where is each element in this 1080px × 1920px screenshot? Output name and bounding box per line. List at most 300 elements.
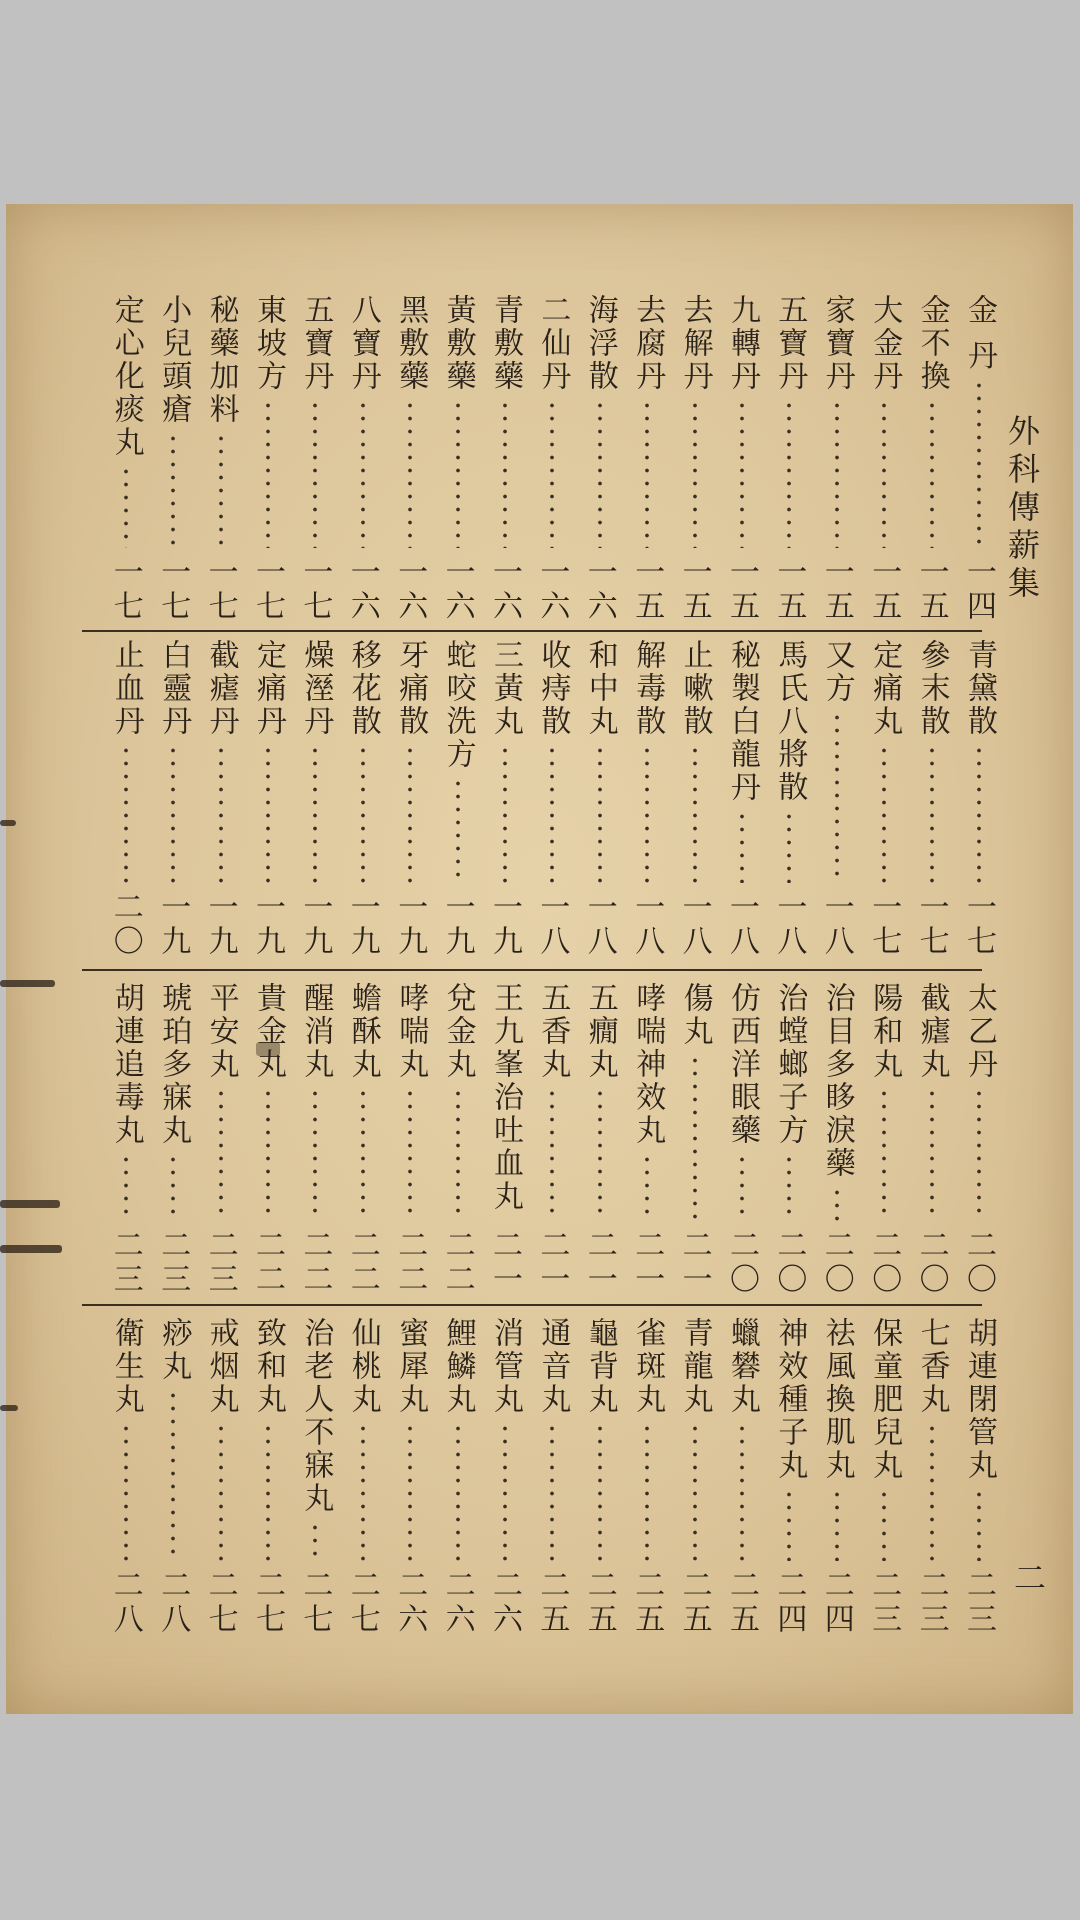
entry-page-number: 二〇 xyxy=(771,1229,807,1297)
toc-entry xyxy=(911,294,955,624)
dot-leader xyxy=(786,810,792,883)
entry-name: 戒烟丸 xyxy=(203,1317,239,1416)
dot-leader xyxy=(549,1087,555,1221)
entry-page-number: 二二 xyxy=(344,1229,380,1297)
dot-leader xyxy=(644,1422,650,1561)
toc-entry xyxy=(200,1317,244,1637)
dot-leader xyxy=(692,1054,698,1221)
entry-name: 二仙丹 xyxy=(535,294,571,393)
entry-name: 五寶丹 xyxy=(772,294,808,393)
toc-entry xyxy=(152,294,196,624)
entry-page-number: 一八 xyxy=(818,891,854,959)
toc-entry xyxy=(579,639,623,959)
book-page xyxy=(6,204,1073,1714)
toc-entry xyxy=(958,294,1002,624)
entry-name: 消管丸 xyxy=(488,1317,523,1416)
entry-page-number: 一五 xyxy=(629,556,665,624)
toc-entry xyxy=(958,982,1002,1297)
entry-page-number: 二七 xyxy=(297,1569,333,1637)
entry-name: 九轉丹 xyxy=(725,294,760,393)
entry-page-number: 二三 xyxy=(202,1229,238,1297)
entry-name: 王九峯治吐血丸 xyxy=(488,982,523,1213)
entry-page-number: 一九 xyxy=(202,891,238,959)
entry-name: 傷丸 xyxy=(677,982,713,1048)
toc-entry xyxy=(958,1317,1002,1637)
toc-entry xyxy=(247,982,291,1297)
entry-name: 海浮散 xyxy=(582,294,618,393)
entry-page-number: 一八 xyxy=(629,891,665,959)
entry-page-number: 一六 xyxy=(487,556,522,624)
tier-separator xyxy=(82,1304,982,1306)
entry-name: 仙桃丸 xyxy=(345,1317,381,1416)
toc-entry xyxy=(200,982,244,1297)
dot-leader xyxy=(502,1422,508,1561)
dot-leader xyxy=(123,1153,129,1221)
entry-page-number: 二〇 xyxy=(107,891,143,959)
toc-entry xyxy=(816,639,860,959)
toc-entry xyxy=(247,294,291,624)
entry-name: 青黛散 xyxy=(962,639,997,738)
entry-name: 太乙丹 xyxy=(962,982,997,1081)
dot-leader xyxy=(549,744,555,883)
dot-leader xyxy=(929,399,935,548)
dot-leader xyxy=(549,1422,555,1561)
toc-entry xyxy=(437,639,481,959)
entry-page-number: 二二 xyxy=(250,1229,285,1297)
dot-leader xyxy=(407,1422,413,1561)
toc-entry xyxy=(579,294,623,624)
entry-name: 去解丹 xyxy=(677,294,713,393)
dot-leader xyxy=(739,1422,745,1561)
entry-name: 祛風換肌丸 xyxy=(819,1317,855,1482)
entry-page-number: 一五 xyxy=(818,556,854,624)
toc-entry xyxy=(437,294,481,624)
dot-leader xyxy=(123,465,129,548)
entry-name: 白靈丹 xyxy=(156,639,192,738)
entry-page-number: 二一 xyxy=(676,1229,712,1297)
entry-page-number: 二六 xyxy=(392,1569,428,1637)
dot-leader xyxy=(312,399,318,548)
entry-page-number: 二一 xyxy=(629,1229,665,1297)
toc-entry xyxy=(105,982,149,1297)
entry-page-number: 一五 xyxy=(724,556,759,624)
dot-leader xyxy=(786,399,792,548)
dot-leader xyxy=(502,1219,508,1221)
toc-entry xyxy=(105,1317,149,1637)
entry-page-number: 二三 xyxy=(866,1569,902,1637)
dot-leader xyxy=(692,399,698,548)
dot-leader xyxy=(360,1087,366,1221)
toc-entry xyxy=(342,639,386,959)
entry-name: 治老人不寐丸 xyxy=(298,1317,334,1515)
entry-page-number: 二八 xyxy=(155,1569,191,1637)
entry-page-number: 二一 xyxy=(487,1229,522,1297)
toc-entry xyxy=(674,1317,718,1637)
dot-leader xyxy=(407,399,413,548)
edge-mark xyxy=(0,1245,62,1253)
entry-name: 止嗽散 xyxy=(677,639,713,738)
entry-page-number: 一九 xyxy=(155,891,191,959)
dot-leader xyxy=(170,1153,176,1221)
dot-leader xyxy=(265,399,271,548)
entry-page-number: 二四 xyxy=(818,1569,854,1637)
dot-leader xyxy=(502,744,508,883)
dot-leader xyxy=(455,399,461,548)
toc-entry xyxy=(437,982,481,1297)
entry-page-number: 一七 xyxy=(202,556,238,624)
dot-leader xyxy=(407,744,413,883)
entry-page-number: 一六 xyxy=(439,556,475,624)
entry-page-number: 一八 xyxy=(534,891,570,959)
entry-page-number: 一九 xyxy=(344,891,380,959)
entry-page-number: 一八 xyxy=(676,891,712,959)
dot-leader xyxy=(644,1153,650,1221)
entry-name: 痧丸 xyxy=(156,1317,192,1383)
entry-page-number: 二五 xyxy=(534,1569,570,1637)
toc-entry xyxy=(768,1317,812,1637)
entry-name: 又方 xyxy=(819,639,855,705)
dot-leader xyxy=(597,744,603,883)
entry-page-number: 一七 xyxy=(107,556,143,624)
entry-page-number: 一四 xyxy=(961,556,996,624)
entry-name: 龜背丸 xyxy=(582,1317,618,1416)
entry-page-number: 二三 xyxy=(961,1569,996,1637)
toc-entry xyxy=(816,294,860,624)
dot-leader xyxy=(218,432,224,548)
entry-page-number: 一九 xyxy=(392,891,428,959)
dot-leader xyxy=(360,399,366,548)
dot-leader xyxy=(929,744,935,883)
entry-name: 治螳螂子方 xyxy=(772,982,808,1147)
toc-entry xyxy=(863,982,907,1297)
toc-entry xyxy=(626,982,670,1297)
toc-entry xyxy=(105,639,149,959)
entry-name: 五寶丹 xyxy=(298,294,334,393)
entry-name: 致和丸 xyxy=(251,1317,286,1416)
entry-name: 燥溼丹 xyxy=(298,639,334,738)
entry-page-number: 二六 xyxy=(439,1569,475,1637)
toc-entry xyxy=(389,639,433,959)
entry-page-number: 二五 xyxy=(581,1569,617,1637)
dot-leader xyxy=(549,399,555,548)
entry-page-number: 二三 xyxy=(155,1229,191,1297)
toc-entry xyxy=(389,1317,433,1637)
entry-name: 五香丸 xyxy=(535,982,571,1081)
entry-name: 黃敷藥 xyxy=(440,294,476,393)
entry-name: 青龍丸 xyxy=(677,1317,713,1416)
edge-mark xyxy=(0,1405,18,1411)
entry-page-number: 二五 xyxy=(676,1569,712,1637)
dot-leader xyxy=(834,711,840,883)
entry-page-number: 二〇 xyxy=(866,1229,902,1297)
dot-leader xyxy=(881,1488,887,1561)
dot-leader xyxy=(360,1422,366,1561)
toc-entry xyxy=(294,1317,338,1637)
dot-leader xyxy=(929,1422,935,1561)
entry-name: 五癇丸 xyxy=(582,982,618,1081)
entry-page-number: 一九 xyxy=(487,891,522,959)
entry-page-number: 二六 xyxy=(487,1569,522,1637)
toc-entry xyxy=(484,982,528,1297)
entry-name: 鯉鱗丸 xyxy=(440,1317,476,1416)
entry-page-number: 一七 xyxy=(961,891,996,959)
toc-entry xyxy=(531,1317,575,1637)
toc-entry xyxy=(721,1317,765,1637)
entry-page-number: 二八 xyxy=(107,1569,143,1637)
entry-name: 秘製白龍丹 xyxy=(725,639,760,804)
entry-name: 和中丸 xyxy=(582,639,618,738)
entry-name: 琥珀多寐丸 xyxy=(156,982,192,1147)
dot-leader xyxy=(834,1488,840,1561)
entry-name: 通音丸 xyxy=(535,1317,571,1416)
entry-page-number: 一七 xyxy=(913,891,949,959)
entry-name: 黑敷藥 xyxy=(393,294,429,393)
toc-entry xyxy=(816,982,860,1297)
entry-name: 蛇咬洗方 xyxy=(440,639,476,771)
entry-page-number: 一八 xyxy=(724,891,759,959)
entry-page-number: 一九 xyxy=(297,891,333,959)
entry-page-number: 一六 xyxy=(581,556,617,624)
entry-name: 馬氏八將散 xyxy=(772,639,808,804)
dot-leader xyxy=(739,1153,745,1221)
toc-entry xyxy=(294,639,338,959)
dot-leader xyxy=(170,1389,176,1561)
tier-separator xyxy=(82,630,982,632)
entry-page-number: 一九 xyxy=(250,891,285,959)
entry-page-number: 一五 xyxy=(771,556,807,624)
entry-page-number: 二五 xyxy=(724,1569,759,1637)
entry-name: 截瘧丸 xyxy=(914,982,950,1081)
toc-entry xyxy=(437,1317,481,1637)
entry-page-number: 一五 xyxy=(866,556,902,624)
entry-page-number: 一五 xyxy=(913,556,949,624)
entry-name: 蠟礬丸 xyxy=(725,1317,760,1416)
dot-leader xyxy=(502,399,508,548)
toc-entry xyxy=(484,639,528,959)
entry-name: 小兒頭瘡 xyxy=(156,294,192,426)
entry-page-number: 二三 xyxy=(913,1569,949,1637)
toc-entry xyxy=(342,1317,386,1637)
entry-name: 胡連追毒丸 xyxy=(108,982,144,1147)
toc-entry xyxy=(768,982,812,1297)
entry-page-number: 二七 xyxy=(344,1569,380,1637)
entry-page-number: 一八 xyxy=(581,891,617,959)
dot-leader xyxy=(312,744,318,883)
entry-name: 醒消丸 xyxy=(298,982,334,1081)
dot-leader xyxy=(644,399,650,548)
dot-leader xyxy=(597,1422,603,1561)
entry-name: 大金丹 xyxy=(867,294,903,393)
toc-entry xyxy=(389,982,433,1297)
entry-page-number: 一七 xyxy=(297,556,333,624)
dot-leader xyxy=(170,744,176,883)
toc-entry xyxy=(294,294,338,624)
entry-page-number: 二三 xyxy=(107,1229,143,1297)
entry-name: 東坡方 xyxy=(251,294,286,393)
entry-page-number: 一七 xyxy=(155,556,191,624)
entry-page-number: 二二 xyxy=(439,1229,475,1297)
dot-leader xyxy=(881,1087,887,1221)
entry-page-number: 二〇 xyxy=(913,1229,949,1297)
entry-page-number: 二二 xyxy=(297,1229,333,1297)
entry-page-number: 二一 xyxy=(534,1229,570,1297)
dot-leader xyxy=(170,432,176,548)
dot-leader xyxy=(218,1087,224,1221)
page-number: 二 xyxy=(1009,1561,1047,1596)
toc-entry xyxy=(863,1317,907,1637)
toc-entry xyxy=(721,294,765,624)
dot-leader xyxy=(407,1087,413,1221)
toc-entry xyxy=(247,1317,291,1637)
toc-entry xyxy=(721,982,765,1297)
toc-entry xyxy=(911,982,955,1297)
entry-name: 平安丸 xyxy=(203,982,239,1081)
entry-name: 蟾酥丸 xyxy=(345,982,381,1081)
toc-entry xyxy=(484,294,528,624)
entry-name: 保童肥兒丸 xyxy=(867,1317,903,1482)
dot-leader xyxy=(786,1488,792,1561)
dot-leader xyxy=(976,1087,982,1221)
toc-entry xyxy=(389,294,433,624)
entry-name: 金不換 xyxy=(914,294,950,393)
dot-leader xyxy=(976,744,982,883)
entry-name: 秘藥加料 xyxy=(203,294,239,426)
toc-entry xyxy=(200,639,244,959)
dot-leader xyxy=(739,399,745,548)
entry-name: 家寶丹 xyxy=(819,294,855,393)
toc-entry xyxy=(863,639,907,959)
entry-name: 定痛丸 xyxy=(867,639,903,738)
entry-name: 八寶丹 xyxy=(345,294,381,393)
dot-leader xyxy=(881,399,887,548)
dot-leader xyxy=(929,1087,935,1221)
entry-name: 截瘧丹 xyxy=(203,639,239,738)
toc-entry xyxy=(674,294,718,624)
toc-entry xyxy=(579,1317,623,1637)
entry-name: 胡連閉管丸 xyxy=(962,1317,997,1482)
dot-leader xyxy=(123,744,129,883)
entry-name: 七香丸 xyxy=(914,1317,950,1416)
entry-page-number: 二四 xyxy=(771,1569,807,1637)
toc-entry xyxy=(105,294,149,624)
toc-entry xyxy=(200,294,244,624)
entry-name: 貴金丸 xyxy=(251,982,286,1081)
dot-leader xyxy=(265,744,271,883)
entry-page-number: 一七 xyxy=(250,556,285,624)
entry-name: 陽和丸 xyxy=(867,982,903,1081)
dot-leader xyxy=(265,1422,271,1561)
dot-leader xyxy=(218,744,224,883)
entry-page-number: 二五 xyxy=(629,1569,665,1637)
entry-name: 牙痛散 xyxy=(393,639,429,738)
dot-leader xyxy=(644,744,650,883)
dot-leader xyxy=(360,744,366,883)
toc-entry xyxy=(911,1317,955,1637)
entry-name: 青敷藥 xyxy=(488,294,523,393)
entry-name: 參末散 xyxy=(914,639,950,738)
dot-leader xyxy=(597,1087,603,1221)
toc-entry xyxy=(247,639,291,959)
toc-entry xyxy=(531,639,575,959)
entry-page-number: 一八 xyxy=(771,891,807,959)
entry-name: 治目多眵淚藥 xyxy=(819,982,855,1180)
edge-mark xyxy=(0,1200,60,1208)
entry-name: 三黃丸 xyxy=(488,639,523,738)
toc-entry xyxy=(721,639,765,959)
entry-name: 衛生丸 xyxy=(108,1317,144,1416)
entry-page-number: 一五 xyxy=(676,556,712,624)
toc-entry xyxy=(626,1317,670,1637)
entry-name: 定痛丹 xyxy=(251,639,286,738)
dot-leader xyxy=(786,1153,792,1221)
entry-name: 兌金丸 xyxy=(440,982,476,1081)
toc-entry xyxy=(152,1317,196,1637)
dot-leader xyxy=(976,379,982,548)
entry-name: 解毒散 xyxy=(630,639,666,738)
dot-leader xyxy=(976,1488,982,1561)
entry-page-number: 二〇 xyxy=(961,1229,996,1297)
entry-page-number: 二二 xyxy=(392,1229,428,1297)
entry-name: 哮喘神效丸 xyxy=(630,982,666,1147)
dot-leader xyxy=(692,744,698,883)
entry-page-number: 二七 xyxy=(202,1569,238,1637)
dot-leader xyxy=(834,1186,840,1221)
entry-page-number: 二〇 xyxy=(724,1229,759,1297)
entry-name: 哮喘丸 xyxy=(393,982,429,1081)
entry-name: 收痔散 xyxy=(535,639,571,738)
toc-entry xyxy=(531,294,575,624)
toc-entry xyxy=(342,294,386,624)
entry-page-number: 二七 xyxy=(250,1569,285,1637)
toc-entry xyxy=(863,294,907,624)
toc-entry xyxy=(674,982,718,1297)
entry-name: 止血丹 xyxy=(108,639,144,738)
entry-page-number: 一九 xyxy=(439,891,475,959)
toc-entry xyxy=(674,639,718,959)
toc-entry xyxy=(626,639,670,959)
entry-name: 金 丹 xyxy=(962,294,997,373)
toc-entry xyxy=(768,294,812,624)
toc-entry xyxy=(531,982,575,1297)
entry-name: 神效種子丸 xyxy=(772,1317,808,1482)
entry-page-number: 二一 xyxy=(581,1229,617,1297)
entry-name: 蜜犀丸 xyxy=(393,1317,429,1416)
entry-name: 雀斑丸 xyxy=(630,1317,666,1416)
toc-entry xyxy=(152,982,196,1297)
dot-leader xyxy=(455,1422,461,1561)
dot-leader xyxy=(692,1422,698,1561)
entry-page-number: 一六 xyxy=(534,556,570,624)
dot-leader xyxy=(312,1087,318,1221)
dot-leader xyxy=(455,1087,461,1221)
toc-entry xyxy=(768,639,812,959)
entry-page-number: 一七 xyxy=(866,891,902,959)
entry-page-number: 一六 xyxy=(344,556,380,624)
toc-entry xyxy=(911,639,955,959)
toc-entry xyxy=(294,982,338,1297)
dot-leader xyxy=(455,777,461,883)
edge-mark xyxy=(0,820,16,826)
toc-entry xyxy=(816,1317,860,1637)
toc-entry xyxy=(958,639,1002,959)
dot-leader xyxy=(265,1087,271,1221)
dot-leader xyxy=(218,1422,224,1561)
toc-entry xyxy=(342,982,386,1297)
tier-separator xyxy=(82,969,982,971)
dot-leader xyxy=(834,399,840,548)
edge-mark xyxy=(0,980,55,987)
dot-leader xyxy=(597,399,603,548)
